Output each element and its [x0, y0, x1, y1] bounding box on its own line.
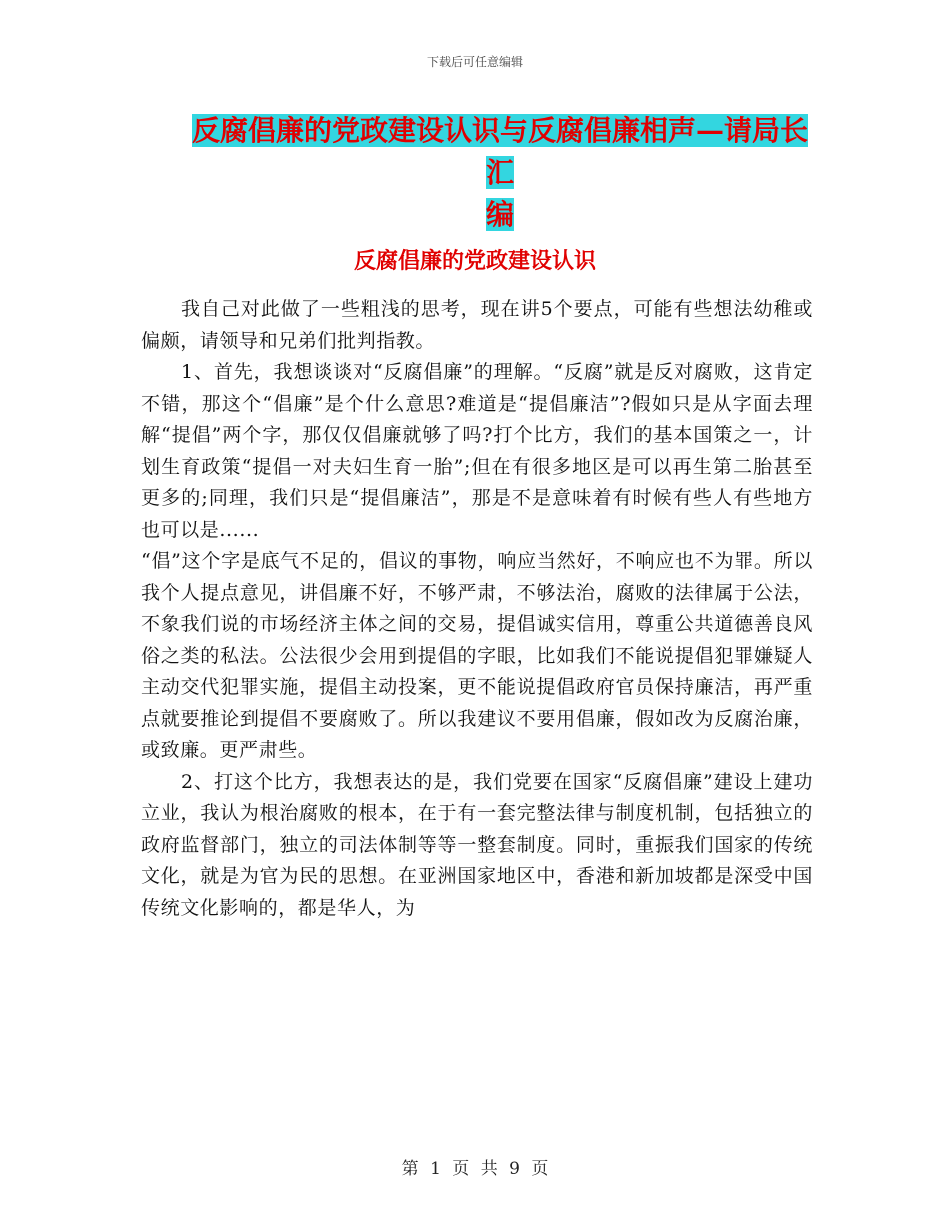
paragraph-point-2: 2、打这个比方，我想表达的是，我们党要在国家“反腐倡廉”建设上建功立业，我认为根治腐败的根本，在于有一套完整法律与制度机制，包括独立的政府监督部门，独立的司法体制等等一整套制度。同时，重振我们国家的传统文化，就是为官为民的思想。在亚洲国家地区中，香港和新加坡都是深受中国传统文化影响的，都是华人，为	[141, 770, 813, 919]
document-title	[190, 110, 810, 236]
section-title: 反腐倡廉的党政建设认识	[353, 248, 596, 274]
header-note: 下载后可任意编辑	[426, 55, 523, 69]
page-number-footer: 第 1 页 共 9 页	[401, 1159, 549, 1179]
paragraph-point-1-continued: “倡”这个字是底气不足的，倡议的事物，响应当然好，不响应也不为罪。所以我个人提点意见，讲倡廉不好，不够严肃，不够法治，腐败的法律属于公法，不象我们说的市场经济主体之间的交易，提倡诚实信用，尊重公共道德善良风俗之类的私法。公法很少会用到提倡的字眼，比如我们不能说提倡犯罪嫌疑人主动交代犯罪实施，提倡主动投案，更不能说提倡政府官员保持廉洁，再严重点就要推论到提倡不要腐败了。所以我建议不要用倡廉，假如改为反腐治廉，或致廉。更严肃些。	[141, 550, 813, 761]
paragraph-intro: 我自己对此做了一些粗浅的思考，现在讲5个要点，可能有些想法幼稚或偏颇，请领导和兄弟们批判指教。	[141, 298, 813, 352]
document-title-line-2: 编	[485, 198, 514, 231]
paragraph-point-1: 1、首先，我想谈谈对“反腐倡廉”的理解。“反腐”就是反对腐败，这肯定不错，那这个“倡廉”是个什么意思?难道是“提倡廉洁”?假如只是从字面去理解“提倡”两个字，那仅仅倡廉就够了吗?打个比方，我们的基本国策之一，计划生育政策“提倡一对夫妇生育一胎”;但在有很多地区是可以再生第二胎甚至更多的;同理，我们只是“提倡廉洁”，那是不是意味着有时候有些人有些地方也可以是......	[141, 361, 813, 541]
body-text	[141, 294, 813, 924]
document-title-line-1: 反腐倡廉的党政建设认识与反腐倡廉相声—请局长汇	[191, 114, 808, 189]
